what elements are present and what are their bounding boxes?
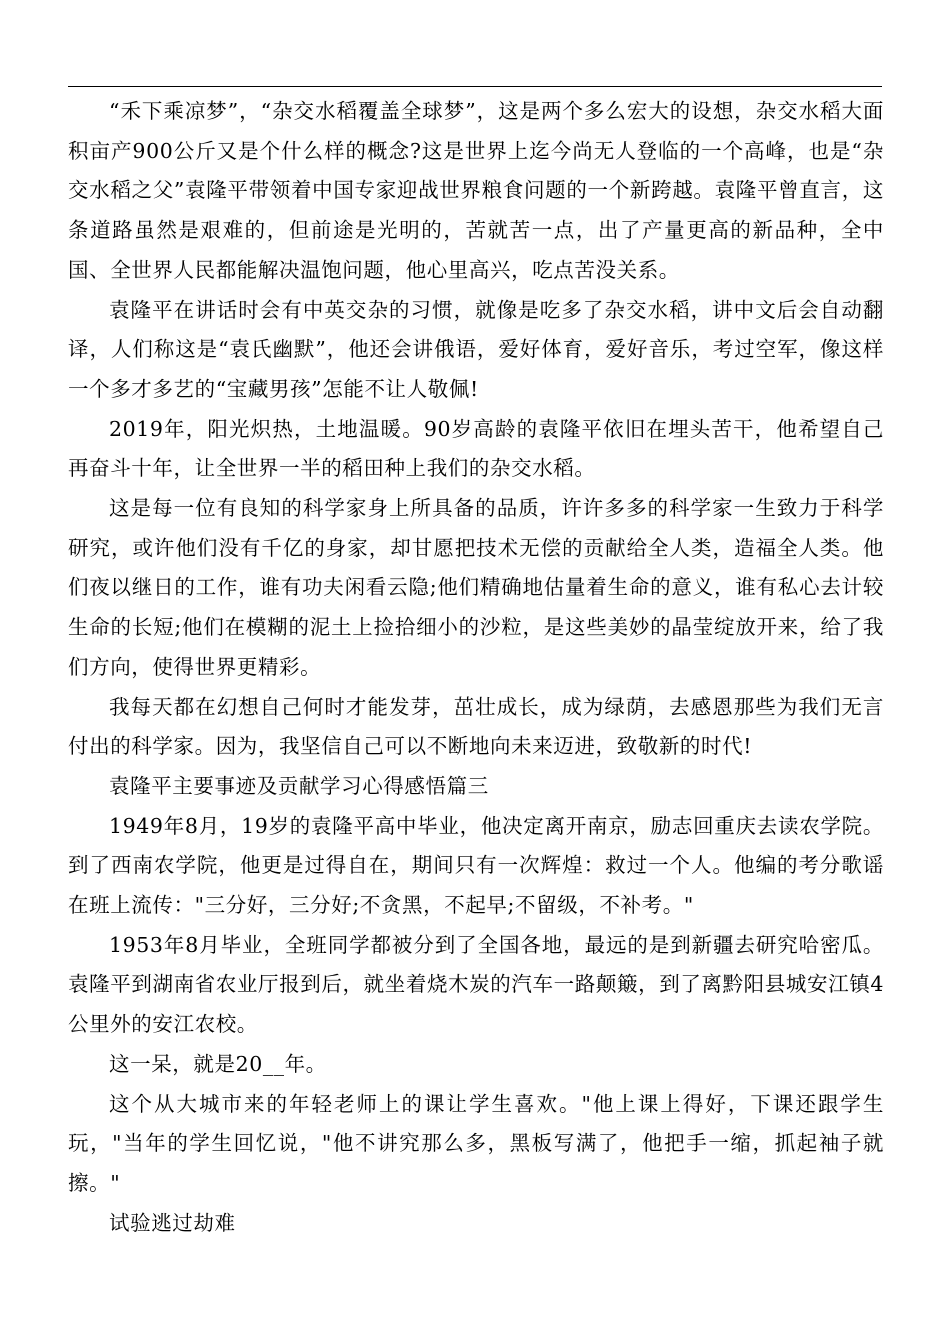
subheading-experiment: 试验逃过劫难 xyxy=(109,1210,236,1235)
paragraph-scientists: 这是每一位有良知的科学家身上所具备的品质，许许多多的科学家一生致力于科学研究，或许他们没有千亿的身家，却甘愿把技术无偿的贡献给全人类，造福全人类。他们夜以继日的工作，谁有功夫闲看云隐;他们精确地估量着生命的意义，谁有私心去计较生命的长短;他们在模糊的泥土上捡拾细小的沙粒，是这些美妙的晶莹绽放开来，给了我们方向，使得世界更精彩。 xyxy=(68,496,884,679)
paragraph-teacher: 这个从大城市来的年轻老师上的课让学生喜欢。"他上课上得好，下课还跟学生玩，"当年的学生回忆说，"他不讲究那么多，黑板写满了，他把手一缩，抓起袖子就擦。" xyxy=(68,1091,884,1195)
paragraph-2019: 2019年，阳光炽热，土地温暖。90岁高龄的袁隆平依旧在埋头苦干，他希望自己再奋斗十年，让全世界一半的稻田种上我们的杂交水稻。 xyxy=(68,416,884,481)
paragraph-gratitude: 我每天都在幻想自己何时才能发芽，茁壮成长，成为绿荫，去感恩那些为我们无言付出的科学家。因为，我坚信自己可以不断地向未来迈进，致敬新的时代! xyxy=(68,694,884,759)
section-heading: 袁隆平主要事迹及贡献学习心得感悟篇三 xyxy=(109,773,489,798)
header-rule xyxy=(68,86,882,87)
document-body xyxy=(68,92,884,1243)
paragraph-1953: 1953年8月毕业，全班同学都被分到了全国各地，最远的是到新疆去研究哈密瓜。袁隆平到湖南省农业厅报到后，就坐着烧木炭的汽车一路颠簸，到了离黔阳县城安江镇4公里外的安江农校。 xyxy=(68,932,884,1037)
paragraph-humor: 袁隆平在讲话时会有中英交杂的习惯，就像是吃多了杂交水稻，讲中文后会自动翻译，人们称这是“袁氏幽默”，他还会讲俄语，爱好体育，爱好音乐，考过空军，像这样一个多才多艺的“宝藏男孩”怎能不让人敬佩! xyxy=(68,297,884,401)
paragraph-stay: 这一呆，就是20__年。 xyxy=(109,1051,327,1076)
paragraph-dream: “禾下乘凉梦”，“杂交水稻覆盖全球梦”，这是两个多么宏大的设想，杂交水稻大面积亩产900公斤又是个什么样的概念?这是世界上迄今尚无人登临的一个高峰，也是“杂交水稻之父”袁隆平带领着中国专家迎战世界粮食问题的一个新跨越。袁隆平曾直言，这条道路虽然是艰难的，但前途是光明的，苦就苦一点，出了产量更高的新品种，全中国、全世界人民都能解决温饱问题，他心里高兴，吃点苦没关系。 xyxy=(68,99,884,282)
paragraph-1949: 1949年8月，19岁的袁隆平高中毕业，他决定离开南京，励志回重庆去读农学院。到了西南农学院，他更是过得自在，期间只有一次辉煌：救过一个人。他编的考分歌谣在班上流传："三分好，三分好;不贪黑，不起早;不留级，不补考。" xyxy=(68,813,884,918)
